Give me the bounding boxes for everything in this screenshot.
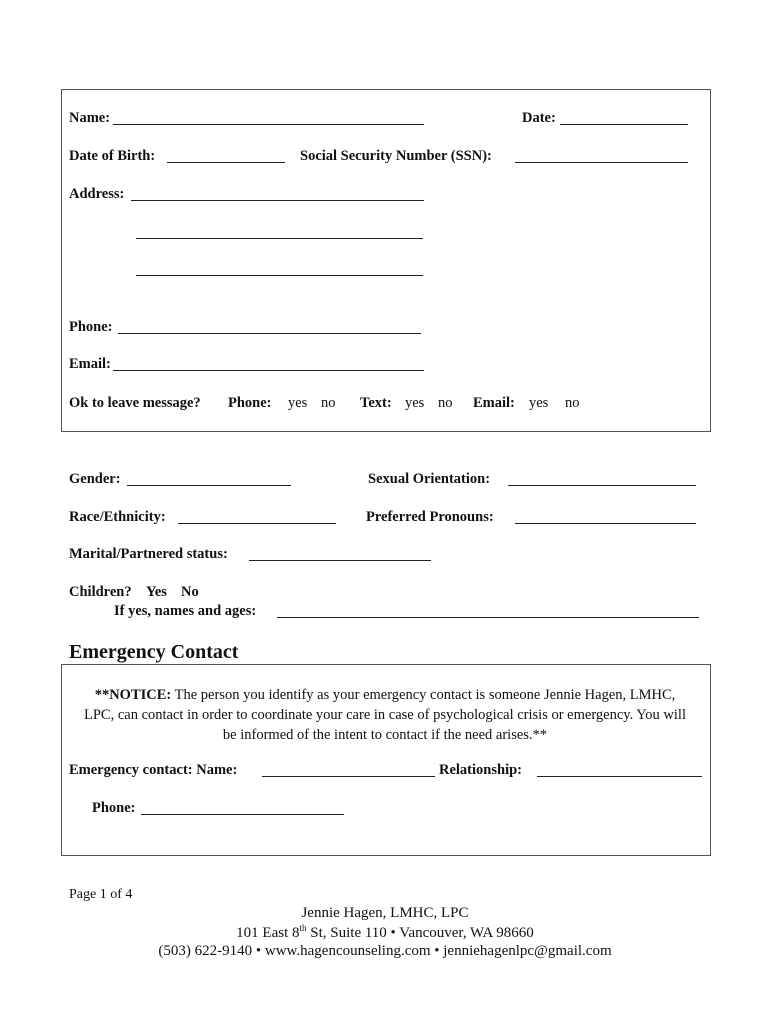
date-field[interactable] (560, 124, 688, 125)
emergency-contact-heading: Emergency Contact (69, 641, 239, 663)
phone-label: Phone: (69, 319, 113, 335)
message-email-yes[interactable]: yes (529, 395, 549, 411)
message-email-no[interactable]: no (565, 395, 580, 411)
message-email-label: Email: (473, 395, 515, 411)
dob-field[interactable] (167, 162, 285, 163)
children-no[interactable]: No (181, 584, 199, 600)
personal-info-box (61, 89, 711, 432)
children-names-label: If yes, names and ages: (114, 603, 257, 619)
name-field[interactable] (113, 124, 424, 125)
address-label: Address: (69, 186, 125, 202)
orientation-label: Sexual Orientation: (368, 471, 491, 487)
dob-label: Date of Birth: (69, 148, 156, 164)
notice-text: The person you identify as your emergency contact is someone Jennie Hagen, LMHC, LPC, can contact in order to coordinate your care in case of psychological crisis or emergency. You will be informed of the intent to contact if the need arises.** (84, 687, 686, 743)
race-label: Race/Ethnicity: (69, 509, 166, 525)
message-phone-label: Phone: (228, 395, 272, 411)
address-field-line-1[interactable] (131, 200, 424, 201)
footer-address-part2: St, Suite 110 • Vancouver, WA 98660 (306, 925, 534, 941)
address-field-line-2[interactable] (136, 238, 423, 239)
race-field[interactable] (178, 523, 336, 524)
email-field[interactable] (113, 370, 424, 371)
emergency-notice (80, 685, 690, 745)
marital-field[interactable] (249, 560, 431, 561)
emergency-phone-label: Phone: (92, 800, 136, 816)
footer-contact: (503) 622-9140 • www.hagencounseling.com • jenniehagenlpc@gmail.com (158, 943, 612, 959)
footer-address-sup: th (299, 923, 307, 933)
emergency-name-label: Emergency contact: Name: (69, 762, 238, 778)
emergency-phone-field[interactable] (141, 814, 344, 815)
ok-message-label: Ok to leave message? (69, 395, 201, 411)
message-text-no[interactable]: no (438, 395, 453, 411)
orientation-field[interactable] (508, 485, 696, 486)
message-text-label: Text: (360, 395, 392, 411)
children-yes[interactable]: Yes (146, 584, 167, 600)
gender-field[interactable] (127, 485, 291, 486)
phone-field[interactable] (118, 333, 421, 334)
pronouns-field[interactable] (515, 523, 696, 524)
marital-label: Marital/Partnered status: (69, 546, 228, 562)
ssn-field[interactable] (515, 162, 688, 163)
message-phone-no[interactable]: no (321, 395, 336, 411)
footer-address (0, 925, 770, 942)
date-label: Date: (522, 110, 556, 126)
email-label: Email: (69, 356, 111, 372)
relationship-field[interactable] (537, 776, 702, 777)
children-label: Children? (69, 584, 132, 600)
message-text-yes[interactable]: yes (405, 395, 425, 411)
relationship-label: Relationship: (439, 762, 522, 778)
name-label: Name: (69, 110, 111, 126)
footer-provider: Jennie Hagen, LMHC, LPC (301, 905, 469, 921)
ssn-label: Social Security Number (SSN): (300, 148, 492, 164)
children-names-field[interactable] (277, 617, 699, 618)
page-number: Page 1 of 4 (69, 887, 133, 902)
emergency-name-field[interactable] (262, 776, 435, 777)
address-field-line-3[interactable] (136, 275, 423, 276)
message-phone-yes[interactable]: yes (288, 395, 308, 411)
notice-bold: **NOTICE: (94, 687, 172, 703)
footer-address-part1: 101 East 8 (236, 925, 300, 941)
gender-label: Gender: (69, 471, 121, 487)
pronouns-label: Preferred Pronouns: (366, 509, 494, 525)
